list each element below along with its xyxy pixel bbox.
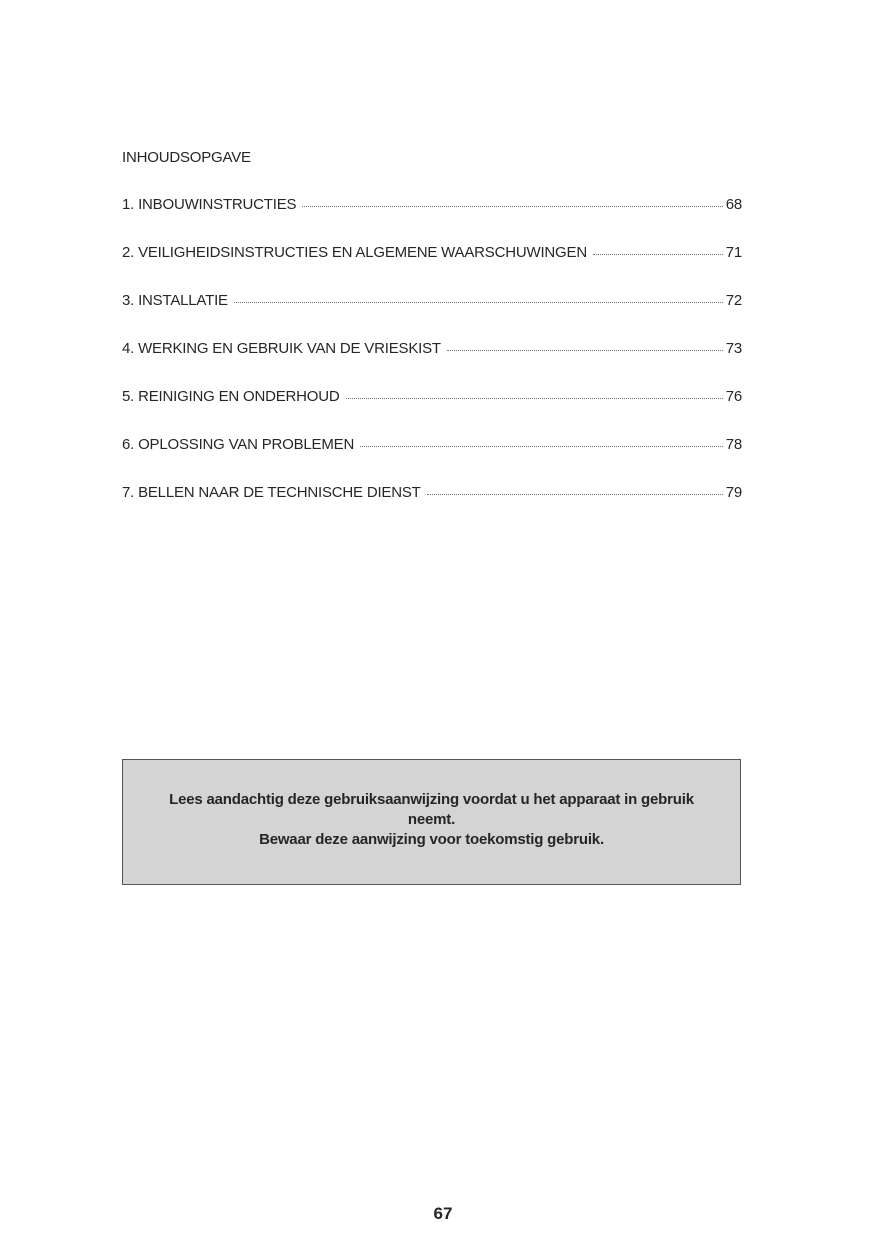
toc-entry-label: 3. INSTALLATIE [122, 292, 228, 309]
toc-entry-page: 73 [725, 340, 742, 357]
toc-entry-label: 2. VEILIGHEIDSINSTRUCTIES EN ALGEMENE WAARSCHUWINGEN [122, 244, 587, 261]
toc-entry-page: 71 [725, 244, 742, 261]
toc-entry-page: 68 [725, 196, 742, 213]
toc-dot-leader [302, 206, 722, 207]
notice-read-instructions: Lees aandachtig deze gebruiksaanwijzing voordat u het apparaat in gebruik neemt. [169, 791, 694, 828]
toc-dot-leader [346, 398, 723, 399]
toc-entry-operation-and-use[interactable] [122, 340, 742, 388]
toc-entry-installation-instructions[interactable] [122, 196, 742, 244]
toc-dot-leader [234, 302, 723, 303]
toc-dot-leader [593, 254, 723, 255]
toc-entry-page: 76 [725, 388, 742, 405]
toc-entry-page: 72 [725, 292, 742, 309]
toc-entry-page: 79 [725, 484, 742, 501]
toc-dot-leader [447, 350, 723, 351]
toc-entry-label: 7. BELLEN NAAR DE TECHNISCHE DIENST [122, 484, 421, 501]
toc-entry-label: 6. OPLOSSING VAN PROBLEMEN [122, 436, 355, 453]
toc-entry-safety-instructions[interactable] [122, 244, 742, 292]
toc-entry-label: 1. INBOUWINSTRUCTIES [122, 196, 297, 213]
toc-entry-page: 78 [725, 436, 742, 453]
toc-entry-installation[interactable] [122, 292, 742, 340]
toc-entry-technical-service[interactable] [122, 484, 742, 532]
notice-box [122, 759, 741, 885]
notice-keep-instructions: Bewaar deze aanwijzing voor toekomstig gebruik. [259, 831, 604, 848]
page-number: 67 [433, 1204, 453, 1223]
toc-dot-leader [360, 446, 723, 447]
toc-entry-cleaning-and-maintenance[interactable] [122, 388, 742, 436]
toc-entry-label: 4. WERKING EN GEBRUIK VAN DE VRIESKIST [122, 340, 441, 357]
toc-entry-label: 5. REINIGING EN ONDERHOUD [122, 388, 340, 405]
toc-list [122, 196, 742, 532]
toc-dot-leader [427, 494, 723, 495]
toc-entry-troubleshooting[interactable] [122, 436, 742, 484]
toc-title: INHOUDSOPGAVE [122, 149, 251, 166]
